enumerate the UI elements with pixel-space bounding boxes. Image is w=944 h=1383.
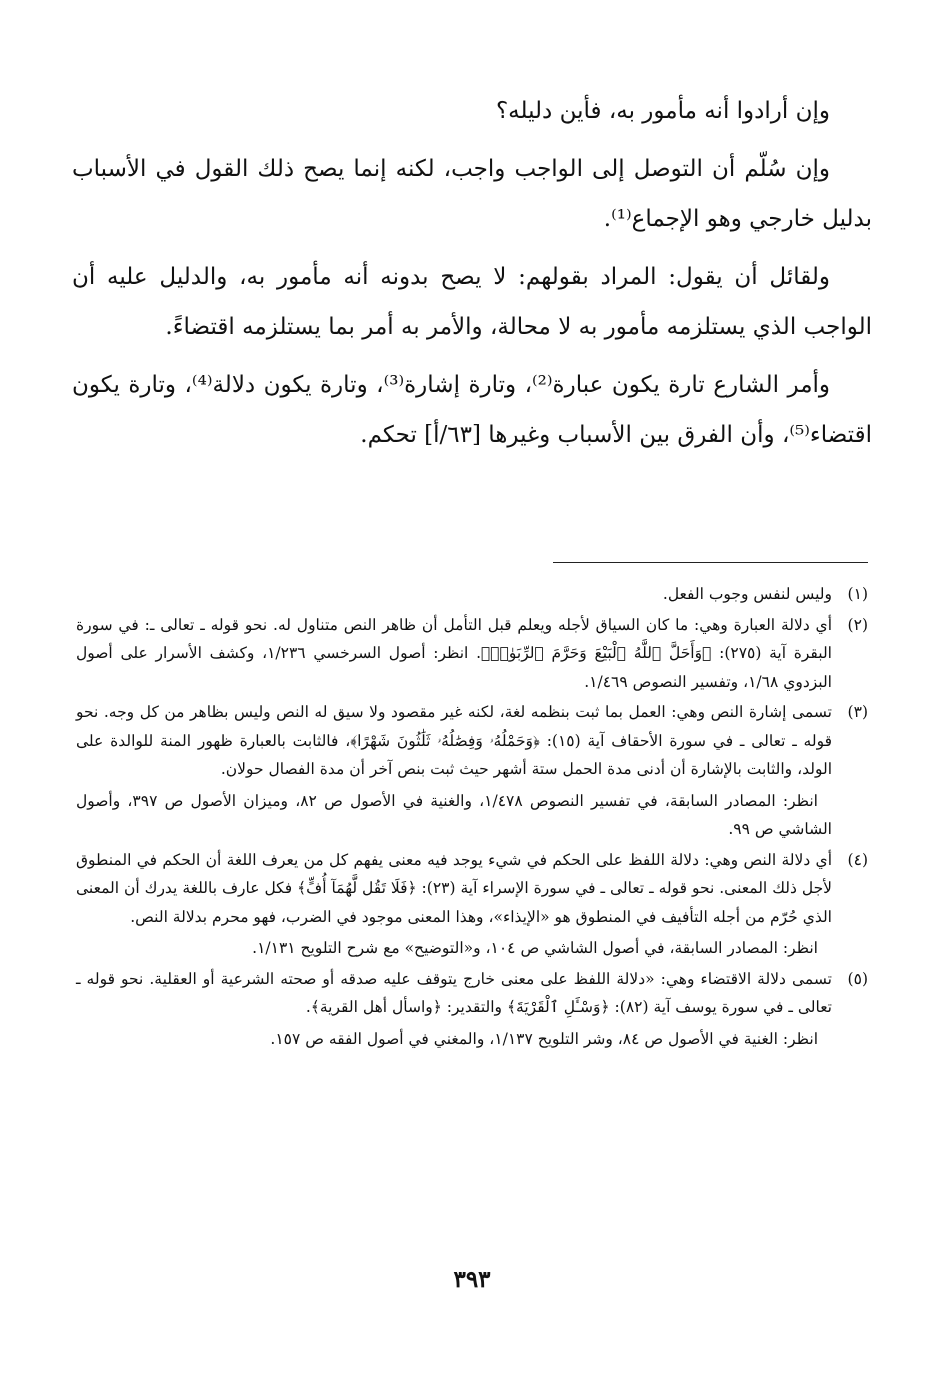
footnote-number: (٣) (847, 703, 868, 721)
footnote (76, 698, 868, 844)
footnote-number: (٥) (847, 969, 868, 988)
footnote-text: أي دلالة النص وهي: دلالة اللفظ على الحكم في شيء يوجد فيه معنى يفهم كل من يعرف اللغة أن الحكم في المنطوق لأجل ذلك المعنى. نحو قوله ـ تعالى ـ في سورة الإسراء آية (٢٣): ﴿فَلَا تَقُل لَّهُمَآ أُفٍّ﴾ فكل عارف باللغة يدرك أن المعنى الذي حُرّم من أجله التأفيف في المنطوق هو «الإيذاء»، وهذا المعنى موجود في الضرب، فهو محرم بدلالة النص. (76, 850, 832, 926)
footnote (76, 965, 868, 1054)
footnote-number: (١) (847, 585, 868, 603)
main-text (72, 86, 872, 468)
footnote-references: انظر: المصادر السابقة، في أصول الشاشي ص ١٠٤، و«التوضيح» مع شرح التلويح ١/١٣١. (252, 939, 818, 957)
footnote-divider (553, 562, 868, 563)
footnote-text: تسمى دلالة الاقتضاء وهي: «دلالة اللفظ على معنى خارج يتوقف عليه صدقه أو صحته الشرعية أو العقلية. نحو قوله ـ تعالى ـ في سورة يوسف آية (٨٢): ﴿وَسْـَٔلِ ٱلْقَرْيَةَ﴾ والتقدير: ﴿واسأل أهل القرية﴾. (76, 969, 832, 1016)
footnote-text: وليس لنفس وجوب الفعل. (662, 585, 832, 603)
footnote-references: انظر: المصادر السابقة، في تفسير النصوص ١/٤٧٨، والغنية في الأصول ص ٨٢، وميزان الأصول ص ٣٩٧، وأصول الشاشي ص ٩٩. (76, 791, 832, 838)
footnotes (76, 580, 868, 1055)
footnote (76, 580, 868, 609)
footnote-references: انظر: الغنية في الأصول ص ٨٤، وشر التلويح ١/١٣٧، والمغني في أصول الفقه ص ١٥٧. (270, 1029, 818, 1048)
paragraph: وأمر الشارع تارة يكون عبارة⁽²⁾، وتارة إشارة⁽³⁾، وتارة يكون دلالة⁽⁴⁾، وتارة يكون اقتضاء⁽⁵⁾، وأن الفرق بين الأسباب وغيرها [٦٣/أ] تحكم. (72, 372, 872, 448)
footnote (76, 611, 868, 697)
footnote-text: تسمى إشارة النص وهي: العمل بما ثبت بنظمه لغة، لكنه غير مقصود ولا سيق له النص وليس بظاهر من كل وجه. نحو قوله ـ تعالى ـ في سورة الأحقاف آية (١٥): ﴿وَحَمْلُهُۥ وَفِصَٰلُهُۥ ثَلَٰثُونَ شَهْرًا﴾، فالثابت بالعبارة ظهور المنة للوالدة على الولد، والثابت بالإشارة أن أدنى مدة الحمل ستة أشهر حيث ثبت بنص آخر أن مدة الفصال حولان. (76, 703, 833, 778)
paragraph: ولقائل أن يقول: المراد بقولهم: لا يصح بدونه أنه مأمور به، والدليل عليه أن الواجب الذي يستلزمه مأمور به لا محالة، والأمر به أمر بما يستلزمه اقتضاءً. (72, 264, 872, 340)
footnote (76, 846, 868, 963)
page-number: ٣٩٣ (453, 1266, 491, 1293)
footnote-number: (٤) (847, 850, 868, 869)
paragraph: وإن سُلّم أن التوصل إلى الواجب واجب، لكنه إنما يصح ذلك القول في الأسباب بدليل خارجي وهو الإجماع⁽¹⁾. (72, 156, 872, 232)
footnote-text: أي دلالة العبارة وهي: ما كان السياق لأجله ويعلم قبل التأمل أن ظاهر النص متناول له. نحو قوله ـ تعالى ـ: في سورة البقرة آية (٢٧٥): ﴿وَأَحَلَّ ٱللَّهُ ٱلْبَيْعَ وَحَرَّمَ ٱلرِّبَوٰا۟﴾. انظر: أصول السرخسي ١/٢٣٦، وكشف الأسرار على أصول البزدوي ١/٦٨، وتفسير النصوص ١/٤٦٩. (76, 615, 832, 691)
paragraph: وإن أرادوا أنه مأمور به، فأين دليله؟ (495, 98, 830, 124)
footnote-number: (٢) (847, 615, 868, 634)
